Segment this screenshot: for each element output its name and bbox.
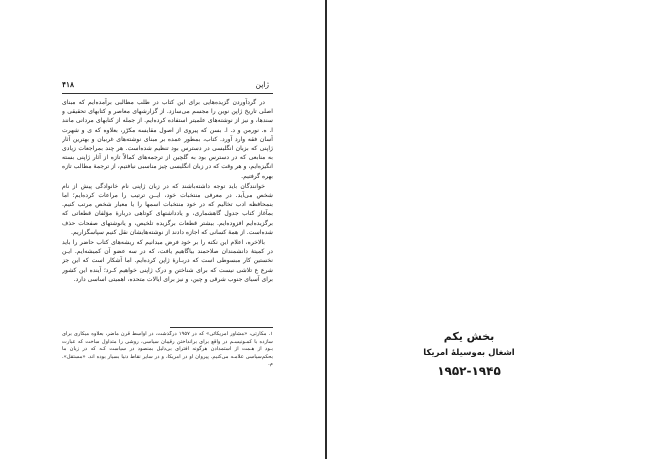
paragraph-2: خوانندگان باید توجه داشته‌باشند که در زبان ژاپنی نام خانوادگی پیش از نام شخص می‌آید. در معرفی منتخبات خود، ایــن ترتیب را مراعات کرده‌ایم؛ اما بنمحافظه ادب تخالیم که در خود منتخبات اسمها را یا معیار شخص مرتب کنیم. بمآغاز کتاب جدول گاهشماری، و یادداشتهای کوتاهی دربارهٔ مؤلفان قطعاتی که برگزیده‌ایم افزوده‌ایم. بیشتر قطعات برگزیده تلخیص، و یانوشتهای صفحات حذف شده‌است. از همهٔ کسانی که اجازه دادند از نوشته‌هایشان نقل کنیم سپاسگزاریم. — [62, 182, 273, 236]
header-rule — [62, 93, 273, 94]
section-years: ۱۹۵۲-۱۹۴۵ — [437, 364, 501, 378]
running-head: ژاپن — [255, 80, 269, 89]
paragraph-1: در گردآوردن گزیده‌هایی برای این کتاب در طلب مطالبی برآمده‌ایم که مبنای اصلی تاریخ ژاپن نوین را مجسم می‌سازد. از گزارشهای معاصر و کتابهای تحقیقی و سندها، و نیز از نوشته‌های علمیتر استفاده کرده‌ایم. از جمله از کتابهای مردانی مانند ا. ه. نورمن و د. ا. بسن که پیروی از اصول مقایسه مکرّر، بعلاوه که ی و شهرت آسان فقه وارد آورد. کتاب، بمطور عمده بر مبنای نوشته‌های غربیان و بهترین آثار ژاپنی که بزبان انگلیسی در دسترس بود تنظیم شده‌است. هر چند بمراجعات زیادی به منابعی که در دسترس بود به گلچین از ترجمه‌های کمالاً تازه از آثار ژاپنی بسته انگیزه‌ایم، و هر وقت که در زبان انگلیسی چیز مناسبی نیافتیم، از ترجمهٔ مطالب تازه بهره گرفتیم. — [62, 99, 273, 180]
page-header — [62, 80, 273, 92]
body-text — [62, 98, 273, 316]
page-number: ۴۱۸ — [62, 80, 75, 89]
paragraph-3: بالاخره، اعلام این نکته را بر خود فرض میدانیم که ریشه‌های کتاب حاضر را باید در کمیتهٔ دانشمندان صلاحمند بیاگاهیم یافت، که در سه عضو آن کمیشه‌ایم. ایـن نخستین کار مبسوطی است که دربـارهٔ ژاپن کرده‌ایم. اما آشکار است که این جز شرع ع تلاشی نیست که برای شناختن و درک ژاپنی خواهیم کـرد؛ آینده این کشور برای آسیای جنوب شرقی و چین، و نیز برای ایالات متحده، اهمیتی اساسی دارد. — [62, 239, 273, 283]
section-title: بخش یکم — [443, 330, 495, 343]
footnote: ۱. مکارتی، «مشاور امریکائی» که در ۱۹۵۷ درگذشت، در اواسط قرن ماضر، بعلاوه میکاری برای سازده با کمـونیسـم در واقع برای برانداختن رقیبان سیاسی، روشی را متداول ساخت که عبارت بـود از هـمت از استمدادن هرگونه افترای بی‌دلیل بمنصود در سیاست کـه که در زبان ما بحکم‌سیاسی علامـه می‌کنیم. پیروان او در امریکا، و در سایر نقاط دنیا بسیار بوده اند. «مستقل». م. — [62, 331, 273, 368]
footnote-rule — [170, 327, 273, 328]
right-page — [327, 0, 653, 459]
section-subtitle: اشغال به‌وسیلهٔ امریکا — [423, 348, 515, 358]
